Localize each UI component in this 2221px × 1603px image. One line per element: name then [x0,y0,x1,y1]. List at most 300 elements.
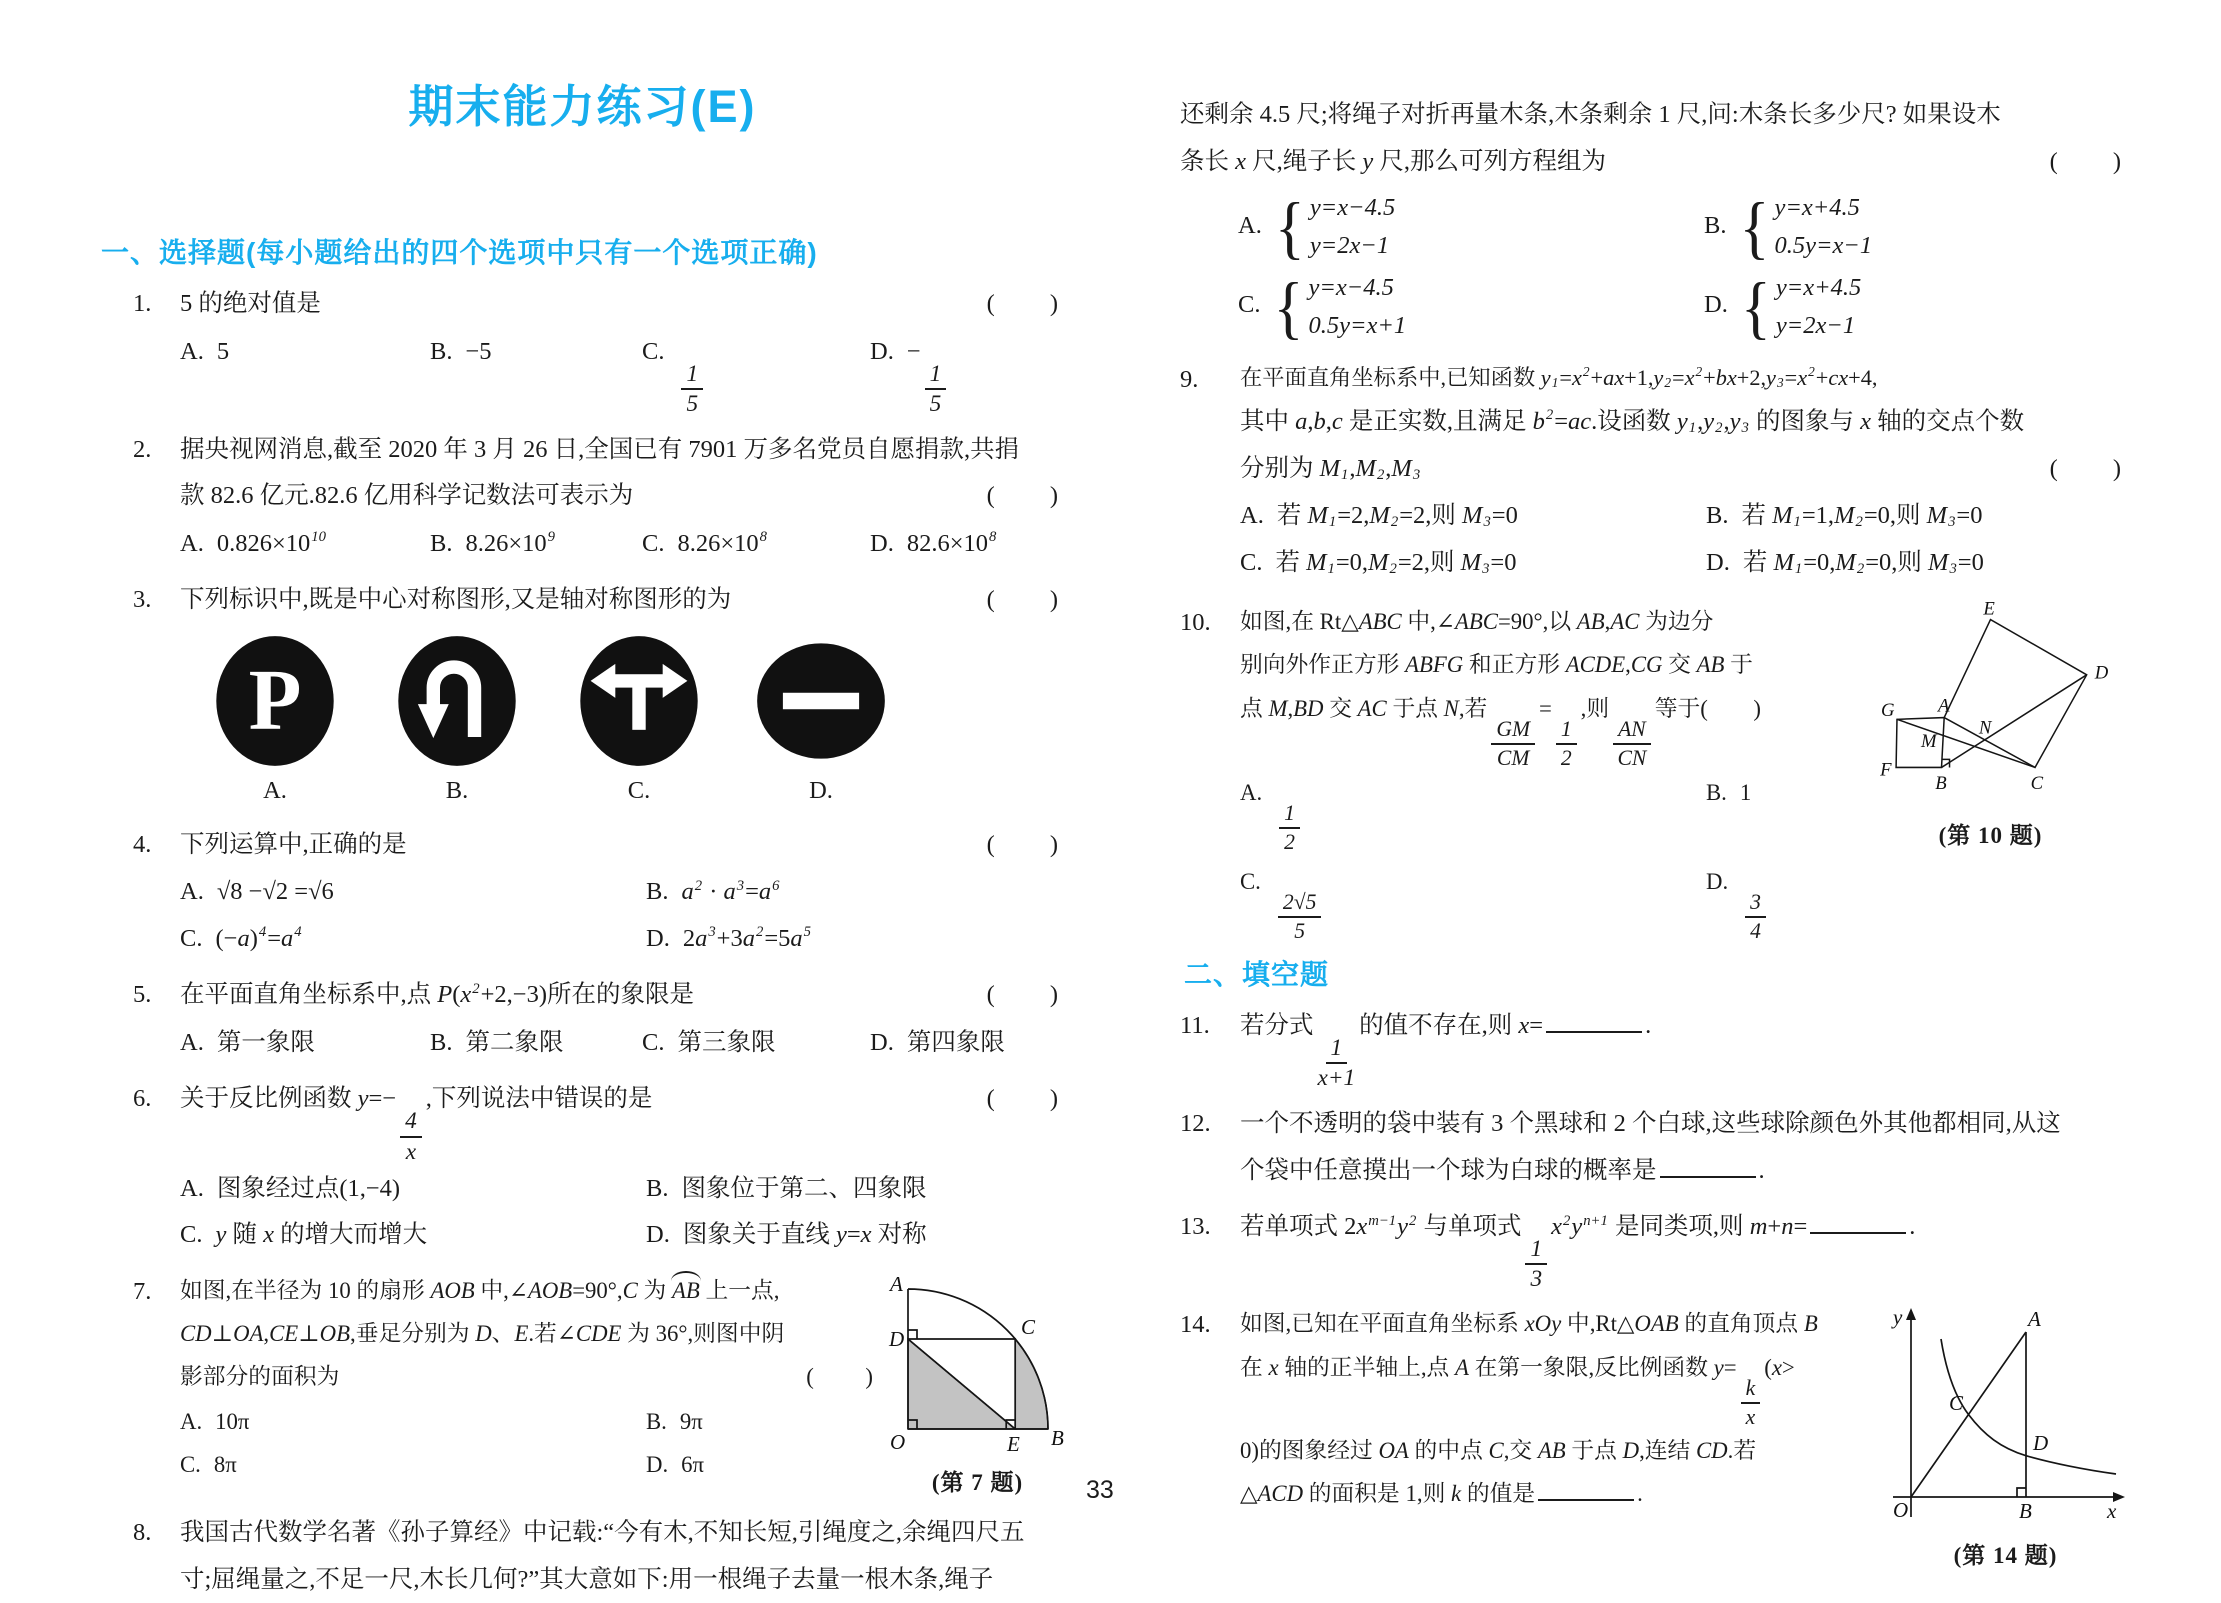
text-run: +2, [1736,364,1767,390]
text-run: 据央视网消息,截至 2020 年 3 月 26 日,全国已有 7901 万多名党员自愿捐款,共捐 [180,435,1020,463]
question-4 [95,822,1070,963]
system-lines [1774,193,1872,261]
subscript: 3 [1482,560,1490,577]
sign-labels [180,770,1070,812]
math-run: y [1766,364,1776,390]
numerator: GM [1491,717,1535,744]
math-run: AOB [527,1277,573,1303]
fraction [1318,1035,1356,1091]
text-run: =90°, [572,1277,623,1303]
fraction [1278,890,1322,942]
sign-label-b: B. [445,776,469,804]
superscript: 2 [1695,363,1703,379]
label-D: D [2094,662,2109,684]
shaded-arc-region [1015,1339,1048,1429]
system-equation: y=x−4.5 [1309,194,1396,222]
math-run: N [1443,695,1459,721]
math-run: a [695,924,708,952]
question-line [180,822,1070,869]
options [1180,187,2133,346]
math-run: x [860,1221,872,1249]
math-run: D [475,1320,492,1346]
question-number: 6. [133,1085,152,1113]
text-run: ,连结 [1639,1437,1696,1463]
question-line [1240,1429,1878,1472]
sign-label-d: D. [809,776,833,804]
label-C: C [1020,1314,1035,1339]
text-run: 别向外作正方形 [1240,652,1406,678]
text-run: 若 [1741,502,1773,530]
text-run: 交 [1662,652,1697,678]
subscript: 2 [1376,466,1385,483]
answer-bracket: ( ) [986,482,1060,510]
text-run: 在平面直角坐标系中,点 [180,981,438,1009]
blank-underline [1660,1157,1756,1178]
superscript: 2 [1545,407,1554,424]
options [1240,493,2133,586]
figure-caption: (第 10 题) [1938,822,2043,848]
question-line [180,281,1070,328]
superscript: 2 [1808,363,1815,379]
label-N: N [1978,717,1992,739]
text-run: 如图,在 Rt△ [1240,609,1359,635]
parking-sign-icon [208,632,342,770]
text-run: 一个不透明的袋中装有 3 个黑球和 2 个白球,这些球除颜色外其他都相同,从这 [1240,1110,2061,1138]
text-run: 于 [1724,652,1753,678]
math-run: a [758,878,772,906]
question-line [180,1312,885,1355]
label-O: O [889,1429,905,1454]
math-run: y [835,1221,847,1249]
question-10 [1178,600,2133,943]
math-run: x [1268,1354,1279,1380]
text-run: 如图,已知在平面直角坐标系 [1240,1311,1525,1337]
text-run: =0, [1803,548,1836,576]
text-run: 6π [681,1451,705,1477]
numerator: 1 [1326,1035,1348,1064]
question-7 [95,1269,1070,1501]
math-run: M [1462,502,1483,530]
text-run: 下列运算中,正确的是 [180,830,407,858]
question-line [1240,357,2133,399]
text-run: 分别为 [1240,454,1320,482]
question-line [1240,643,1848,686]
system-lines [1776,273,1861,341]
answer-bracket: ( ) [986,1085,1060,1113]
blank-underline [1546,1012,1642,1033]
right-angle-mark [2017,1488,2026,1497]
denominator: CN [1617,745,1647,770]
answer-bracket: ( ) [986,981,1060,1009]
math-run: x [1571,364,1582,390]
text-run: 交 [1323,695,1358,721]
math-run: y [357,1085,369,1113]
text-run: , [1325,408,1332,436]
text-run: =2, [1337,502,1370,530]
text-run: + [1703,364,1716,390]
option-c: C. { y=x−4.5 0.5y=x+1 [1238,267,1407,346]
t-junction-sign-icon [572,632,706,770]
label-B: B [2018,1499,2032,1524]
math-run: CD [180,1320,212,1346]
text-run: 9π [679,1408,703,1434]
question-number: 8. [133,1519,152,1547]
superscript: 2 [756,924,764,941]
text-run: ,下列说法中错误的是 [425,1085,653,1113]
lines-CG-BD [1897,675,2087,768]
text-run: + [1590,364,1604,390]
math-run: CD [1695,1437,1728,1463]
text-run: 1 [1739,779,1752,805]
math-run: y [1729,408,1741,436]
question-11 [1178,1003,2133,1091]
system-lines [1308,273,1406,341]
text-run: 点 [1240,695,1269,721]
text-run: · [703,878,724,906]
question-line [180,1355,885,1398]
hyperbola-figure [1881,1302,2131,1530]
text-run: 、 [491,1320,515,1346]
text-run: 若 [1275,548,1307,576]
system-brace: { [1274,187,1305,267]
numerator: k [1741,1376,1761,1403]
text-run: = [1554,408,1569,436]
fraction [681,361,703,417]
option-d: D. 第四象限 [870,1028,1005,1056]
text-run: = [1723,1354,1737,1380]
subscript: 1 [1341,466,1349,483]
superscript: 10 [311,529,326,546]
math-run: CDE [575,1320,622,1346]
superscript: m−1 [1368,1212,1397,1229]
option-a: A. $\frac{1}{2}$ [1240,771,1706,854]
option-b: B. { y=x+4.5 0.5y=x−1 [1704,187,1873,267]
math-run: ACDE [1565,652,1626,678]
question-14 [1178,1302,2133,1574]
option-a: A. $0.826\times 10^{10}$ [180,529,326,557]
math-run: A [1455,1354,1469,1380]
numerator: 1 [1556,717,1577,744]
numerator: 3 [1745,890,1766,917]
subscript: 2 [1389,560,1397,577]
letter-p: P [248,651,302,748]
label-G: G [1880,699,1895,721]
fraction [925,361,947,417]
subscript: 3 [1412,466,1421,483]
text-run: ,交 [1503,1437,1538,1463]
option-a: A. 10π [180,1408,250,1434]
question-line [1240,1148,2133,1195]
text-run: = [1529,1011,1544,1039]
system-brace: { [1740,267,1771,346]
label-B: B [1935,773,1947,795]
math-run: ax [1603,364,1625,390]
text-run: = [1793,1213,1808,1241]
math-run: y [1397,1213,1408,1241]
text-run: ( [1764,1354,1772,1380]
option-b: B. 第二象限 [430,1028,564,1056]
math-run: y [1676,408,1688,436]
question-line [180,1557,1070,1603]
question-6 [95,1076,1070,1258]
text-run: 随 [226,1221,264,1249]
text-run: 是同类项,则 [1608,1213,1750,1241]
math-run: a [681,878,694,906]
option-c: C. 若 M1=0,M2=2,则 M3=0 [1240,548,1517,577]
math-run: M [1391,454,1412,482]
text-run: 若 [1742,548,1774,576]
question-8 [95,1510,1070,1603]
math-run: y [1713,1354,1724,1380]
option-d: D. { y=x+4.5 y=2x−1 [1704,267,1862,346]
option-b: B. 若 M1=1,M2=0,则 M3=0 [1706,502,1983,531]
text-run: +4, [1848,364,1878,390]
text-run: 0)的图象经过 [1240,1437,1379,1463]
text-run: .若∠ [528,1320,576,1346]
text-run: 10π [215,1408,250,1434]
text-run: 是正实数,且满足 [1342,408,1533,436]
section-choice-header: 一、选择题(每小题给出的四个选项中只有一个选项正确) [101,237,818,268]
math-run: CG [1630,652,1663,678]
answer-bracket: ( ) [2049,147,2123,175]
text-run: 下列标识中,既是中心对称图形,又是轴对称图形的为 [180,586,732,614]
superscript: 3 [708,924,716,941]
text-run: =0 [1956,502,1983,530]
text-run: 的面积是 1,则 [1303,1481,1452,1507]
text-run: 8π [213,1451,237,1477]
option-b: B. −5 [430,337,492,365]
fraction [1745,890,1766,942]
math-run: x [1518,1011,1530,1039]
right-column [1178,0,2133,1574]
question-9 [1178,357,2133,587]
denominator: 3 [1530,1266,1543,1293]
option-b: B. $8.26\times 10^9$ [430,529,556,557]
text-run: 为 36°,则图中阴 [621,1320,785,1346]
math-run: b [1532,408,1545,436]
math-run: M [1306,548,1327,576]
page-number: 33 [1086,1476,1114,1504]
denominator: 4 [1750,918,1761,943]
math-run: C [1488,1437,1504,1463]
text-run: =0,则 [1865,548,1929,576]
superscript: 9 [547,529,556,546]
question-line [1240,399,2133,446]
math-run: c [1331,408,1343,436]
u-turn-sign-icon [390,632,524,770]
text-run: △ [1240,1481,1258,1507]
math-run: M [1307,502,1328,530]
question-number: 7. [133,1277,152,1305]
text-run: 影部分的面积为 [180,1364,340,1390]
text-run: 图象关于直线 [682,1221,836,1249]
answer-bracket: ( ) [986,830,1060,858]
text-run: ( [452,981,461,1009]
text-run: , [1697,408,1704,436]
math-run: k [1451,1481,1462,1507]
option-b: B. 9π [646,1408,703,1434]
text-run: , [1385,454,1392,482]
question-line [180,473,1070,520]
system-equation: y=2x−1 [1775,312,1856,340]
fraction [1279,801,1300,853]
math-run: a [723,878,736,906]
fraction [1491,717,1535,769]
traffic-signs [180,632,1070,770]
fraction [1613,717,1651,769]
question-line [1240,446,2133,493]
subscript: 2 [1390,514,1399,531]
denominator: x+1 [1317,1065,1356,1092]
denominator: x [1745,1404,1756,1429]
text-run: 为 [637,1277,672,1303]
text-run: 上一点, [699,1277,780,1303]
equation-system [1740,267,1862,346]
math-run: a [790,924,803,952]
system-equation: y=x−4.5 [1308,273,1394,301]
subscript: 3 [1741,419,1749,436]
superscript: 2 [1409,1212,1417,1229]
math-run: ABC [1454,609,1498,635]
question-line [1180,92,2133,139]
fraction [1741,1376,1761,1428]
label-E: E [1983,600,1995,620]
superscript: 2 [472,980,480,997]
label-A: A [2027,1307,2041,1332]
text-run: 于点 [1565,1437,1623,1463]
text-run: 的增大而增大 [273,1221,428,1249]
option-a: A. 第一象限 [180,1028,315,1056]
question-number: 4. [133,830,152,858]
math-run: M [1926,502,1948,530]
option-c: C. y 随 x 的增大而增大 [180,1221,428,1249]
math-run: x [1684,364,1695,390]
sign-label-c: C. [627,776,651,804]
text-run: 8.26×10 [677,529,759,557]
math-run: ABC [1358,609,1402,635]
option-a: A. 图象经过点(1,−4) [180,1174,401,1202]
option-b: B. 1 [1706,779,1752,805]
math-run: M [1834,502,1855,530]
section-fill-header: 二、填空题 [1184,958,1330,990]
math-run: OAB [1634,1311,1679,1337]
text-run: 的值不存在,则 [1359,1011,1519,1039]
math-run: C [622,1277,638,1303]
question-line [1180,139,2133,186]
figure-caption: (第 7 题) [931,1469,1024,1495]
options [180,1166,1070,1259]
text-run: = [1672,364,1685,390]
math-run: AB [1696,652,1725,678]
text-run: 还剩余 4.5 尺;将绳子对折再量木条,木条剩余 1 尺,问:木条长多少尺? 如果设木 [1180,101,2001,128]
numerator: 1 [1525,1236,1547,1265]
options [180,1400,885,1487]
subscript: 1 [1327,560,1335,577]
arc-accent-run: AB [671,1277,700,1303]
math-run: a [237,924,250,952]
subscript: 1 [1551,375,1559,391]
option-c: C. $\frac{2√5}{5}$ [1240,860,1706,943]
option-a: A. √8 −√2 =√6 [180,878,334,906]
question-line [1240,1472,1878,1515]
text-run: =2,则 [1397,548,1461,576]
text-run: (− [215,924,238,952]
text-run: = [267,924,282,952]
text-run: =0 [1490,548,1517,576]
figure-q10 [1848,600,2133,943]
subscript: 2 [1856,560,1865,577]
math-run: M [1772,502,1793,530]
text-run: , [1307,408,1314,436]
question-number: 2. [133,435,152,463]
text-run: 和正方形 [1463,652,1566,678]
math-run: y [1703,408,1715,436]
question-number: 11. [1180,1011,1210,1039]
options [180,521,1070,568]
text-run: ⊥ [298,1320,320,1346]
label-C: C [2030,773,2044,795]
text-run: 关于反比例函数 [180,1085,358,1113]
blank-underline [1538,1482,1634,1501]
text-run: 等于( ) [1654,695,1761,721]
text-run: = [846,1221,861,1249]
subscript: 3 [1776,375,1784,391]
system-equation: y=2x−1 [1309,232,1390,260]
subscript: 3 [1483,514,1491,531]
question-13 [1178,1204,2133,1292]
text-run: 轴的交点个数 [1870,408,2025,436]
label-y: y [1892,1305,1902,1330]
text-run: =0,则 [1863,502,1927,530]
text-run: > [1781,1354,1795,1380]
math-run: M [1835,548,1856,576]
math-run: M [1928,548,1949,576]
text-run: 图象位于第二、四象限 [681,1174,927,1202]
math-run: M [1355,454,1376,482]
math-run: bx [1715,364,1737,390]
question-12 [1178,1101,2133,1194]
option-c: C. 8π [180,1451,237,1477]
math-run: OB [319,1320,350,1346]
options [180,1020,1070,1067]
question-5 [95,972,1070,1066]
math-run: x [1235,147,1246,175]
text-run: √8 −√2 =√6 [216,878,334,906]
text-run: + [1767,1213,1782,1241]
math-run: cx [1828,364,1849,390]
hyperbola-curve [1941,1339,2116,1474]
math-run: a [281,924,294,952]
question-number: 9. [1180,365,1199,393]
text-run: =0, [1335,548,1369,576]
text-run: 的图象与 [1749,408,1861,436]
subscript: 1 [1328,514,1337,531]
system-equation: y=x+4.5 [1775,273,1862,301]
math-run: OA [1378,1437,1409,1463]
question-8-continued [1178,92,2133,346]
math-run: E [514,1320,529,1346]
text-run: ,垂足分别为 [350,1320,476,1346]
math-run: AB [1576,609,1605,635]
text-run: 我国古代数学名著《孙子算经》中记载:“今有木,不知长短,引绳度之,余绳四尺五 [180,1519,1025,1547]
text-run: 的值是 [1461,1481,1536,1507]
label-A: A [889,1271,903,1296]
answer-bracket: ( ) [986,290,1060,317]
text-run: 对称 [871,1221,927,1249]
figure-q7 [885,1269,1070,1501]
option-d: D. $2a^3+3a^2=5a^5$ [646,924,812,952]
text-run: =0 [1957,548,1984,576]
